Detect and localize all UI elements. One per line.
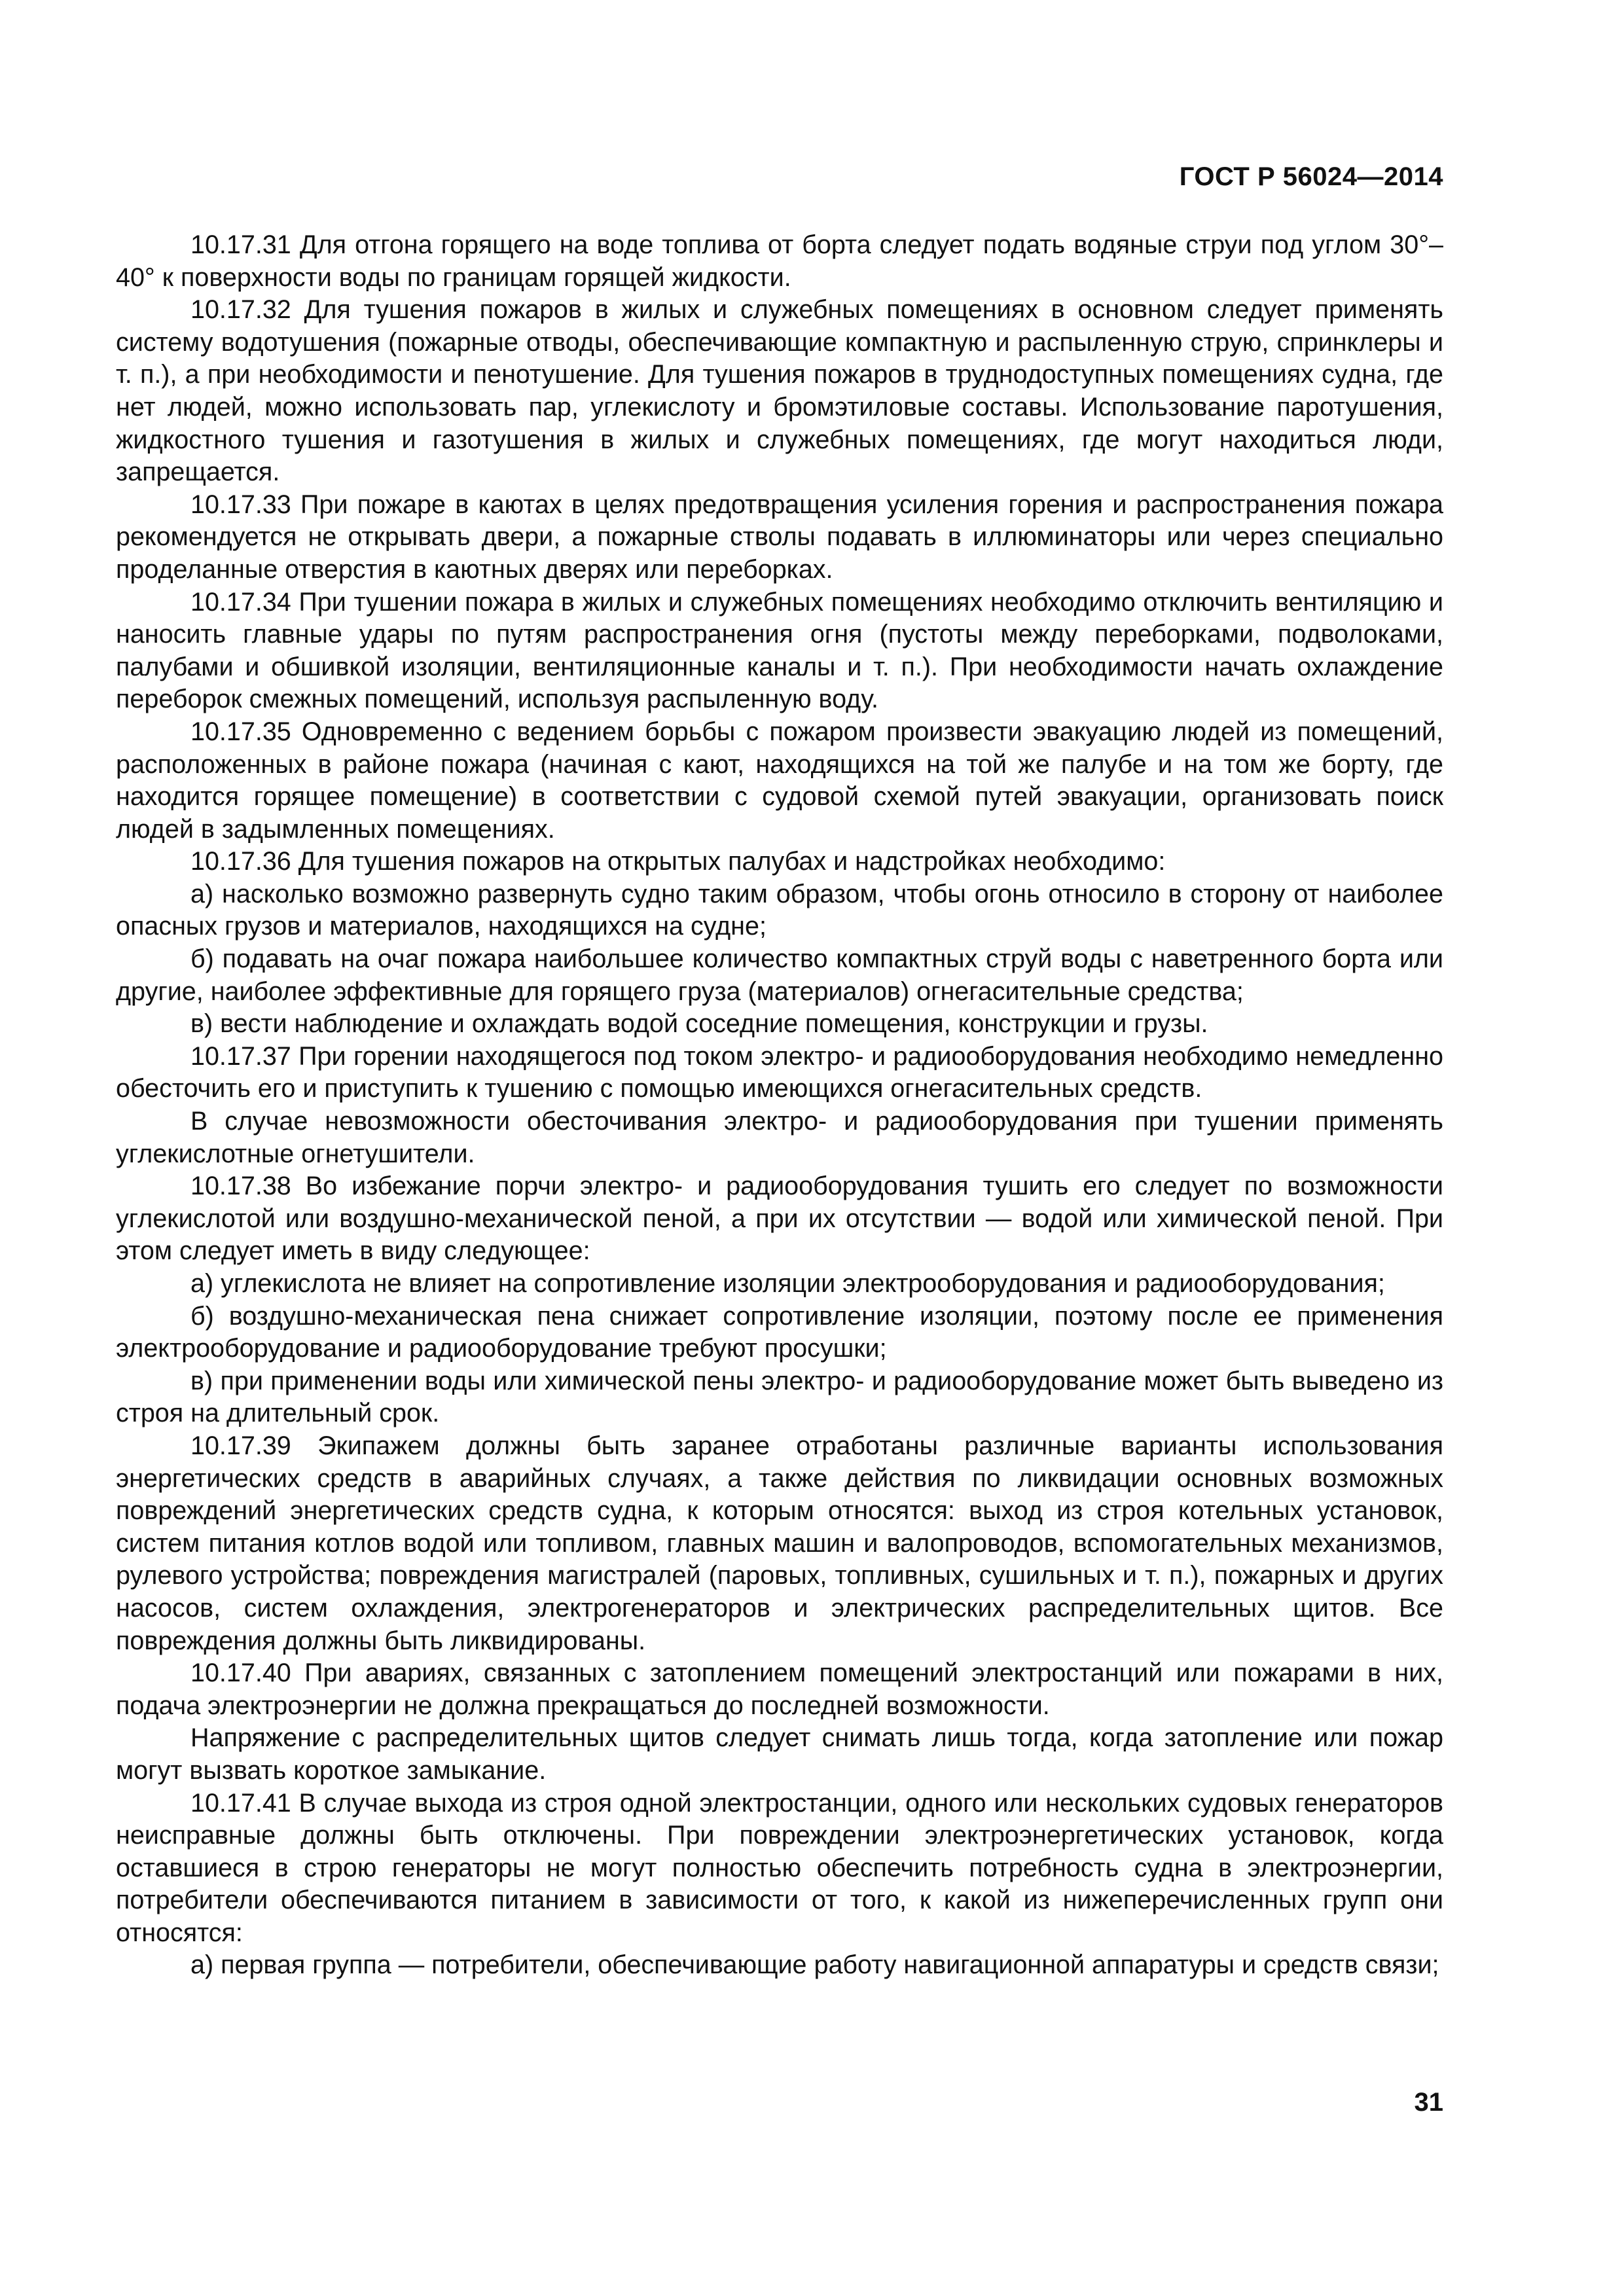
paragraph-10-17-34: 10.17.34 При тушении пожара в жилых и служебных помещениях необходимо отключить вентиляцию и наносить главные удары по путям распространения огня (пустоты между переборками, подволоками, палубами и обшивкой изоляции, вентиляционные каналы и т. п.). При необходимости начать охлаждение переборок смежных помещений, используя распыленную воду. (116, 587, 1443, 714)
page-number: 31 (1414, 2088, 1443, 2117)
list-item-10-17-41-a: а) первая группа — потребители, обеспечивающие работу навигационной аппаратуры и средств связи; (190, 1950, 1439, 1980)
paragraph-10-17-39: 10.17.39 Экипажем должны быть заранее отработаны различные варианты использования энергетических средств в аварийных случаях, а также действия по ликвидации основных возможных повреждений энергетических средств судна, к которым относятся: выход из строя котельных установок, систем питания котлов водой или топливом, главных машин и валопроводов, вспомогательных механизмов, рулевого устройства; повреждения магистралей (паровых, топливных, сушильных и т. п.), пожарных и других насосов, систем охлаждения, электрогенераторов и электрических распределительных щитов. Все повреждения должны быть ликвидированы. (116, 1431, 1443, 1655)
list-item-10-17-36-a: а) насколько возможно развернуть судно таким образом, чтобы огонь относило в сторону от наиболее опасных грузов и материалов, находящихся на судне; (116, 879, 1443, 941)
document-code-header: ГОСТ Р 56024—2014 (1179, 162, 1443, 191)
paragraph-10-17-41: 10.17.41 В случае выхода из строя одной электростанции, одного или нескольких судовых генераторов неисправные должны быть отключены. При повреждении электроэнергетических установок, когда оставшиеся в строю генераторы не могут полностью обеспечить потребность судна в электроэнергии, потребители обеспечиваются питанием в зависимости от того, к какой из нижеперечисленных групп они относятся: (116, 1788, 1443, 1947)
paragraph-10-17-36: 10.17.36 Для тушения пожаров на открытых палубах и надстройках необходимо: (190, 847, 1166, 876)
paragraph-10-17-38: 10.17.38 Во избежание порчи электро- и радиооборудования тушить его следует по возможности углекислотой или воздушно-механической пеной, а при их отсутствии — водой или химической пеной. При этом следует иметь в виду следующее: (116, 1172, 1443, 1266)
paragraph-10-17-32: 10.17.32 Для тушения пожаров в жилых и служебных помещениях в основном следует применять систему водотушения (пожарные отводы, обеспечивающие компактную и распыленную струю, спринклеры и т. п.), а при необходимости и пенотушение. Для тушения пожаров в труднодоступных помещениях судна, где нет людей, можно использовать пар, углекислоту и бромэтиловые составы. Использование паротушения, жидкостного тушения и газотушения в жилых и служебных помещениях, где могут находиться люди, запрещается. (116, 295, 1443, 487)
paragraph-10-17-31: 10.17.31 Для отгона горящего на воде топлива от борта следует подать водяные струи под углом 30°–40° к поверхности воды по границам горящей жидкости. (116, 230, 1443, 292)
document-body (116, 229, 1443, 1982)
list-item-10-17-38-b: б) воздушно-механическая пена снижает сопротивление изоляции, поэтому после ее применения электрооборудование и радиооборудование требуют просушки; (116, 1301, 1443, 1363)
paragraph-10-17-37: 10.17.37 При горении находящегося под током электро- и радиооборудования необходимо немедленно обесточить его и приступить к тушению с помощью имеющихся огнегасительных средств. (116, 1041, 1443, 1103)
paragraph-10-17-33: 10.17.33 При пожаре в каютах в целях предотвращения усиления горения и распространения пожара рекомендуется не открывать двери, а пожарные стволы подавать в иллюминаторы или через специально проделанные отверстия в каютных дверях или переборках. (116, 490, 1443, 584)
list-item-10-17-36-b: б) подавать на очаг пожара наибольшее количество компактных струй воды с наветренного борта или другие, наиболее эффективные для горящего груза (материалов) огнегасительные средства; (116, 944, 1443, 1006)
paragraph-10-17-37-continued: В случае невозможности обесточивания электро- и радиооборудования при тушении применять углекислотные огнетушители. (116, 1107, 1443, 1168)
paragraph-10-17-35: 10.17.35 Одновременно с ведением борьбы с пожаром произвести эвакуацию людей из помещений, расположенных в районе пожара (начиная с кают, находящихся на той же палубе и на том же борту, где находится горящее помещение) в соответствии с судовой схемой путей эвакуации, организовать поиск людей в задымленных помещениях. (116, 717, 1443, 844)
list-item-10-17-38-a: а) углекислота не влияет на сопротивление изоляции электрооборудования и радиооборудования; (190, 1269, 1385, 1298)
list-item-10-17-36-v: в) вести наблюдение и охлаждать водой соседние помещения, конструкции и грузы. (190, 1009, 1208, 1039)
paragraph-10-17-40: 10.17.40 При авариях, связанных с затоплением помещений электростанций или пожарами в них, подача электроэнергии не должна прекращаться до последней возможности. (116, 1659, 1443, 1720)
paragraph-10-17-40-continued: Напряжение с распределительных щитов следует снимать лишь тогда, когда затопление или пожар могут вызвать короткое замыкание. (116, 1723, 1443, 1785)
list-item-10-17-38-v: в) при применении воды или химической пены электро- и радиооборудование может быть выведено из строя на длительный срок. (116, 1366, 1443, 1428)
